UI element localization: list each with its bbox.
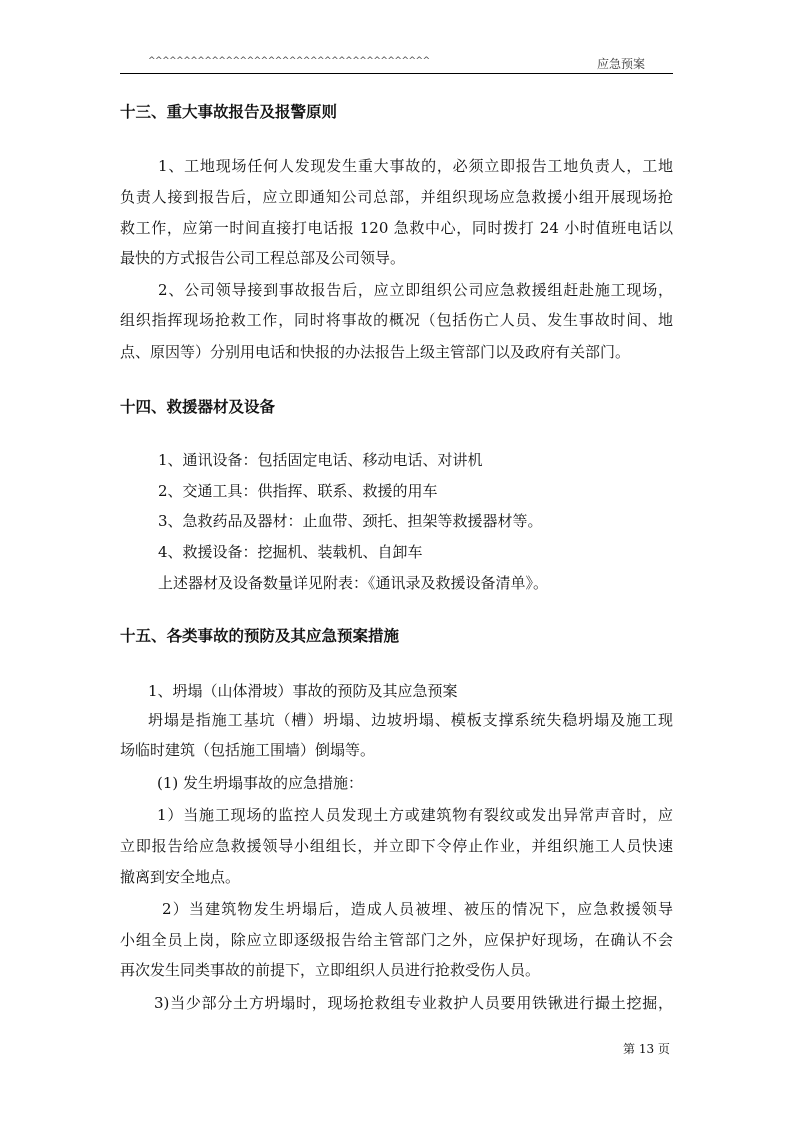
paragraph-line: 1、工地现场任何人发现发生重大事故的，必须立即报告工地负责人，工地 (158, 157, 673, 175)
paragraph-line: 再次发生同类事故的前提下，立即组织人员进行抢救受伤人员。 (120, 961, 541, 979)
paragraph-line: 1）当施工现场的监控人员发现土方或建筑物有裂纹或发出异常声音时，应 (157, 806, 673, 824)
paragraph-line: 坍塌是指施工基坑（槽）坍塌、边坡坍塌、模板支撑系统失稳坍塌及施工现 (148, 711, 673, 729)
subheading: (1) 发生坍塌事故的应急措施： (157, 774, 364, 792)
header-rule (120, 73, 673, 74)
header-decoration: ^^^^^^^^^^^^^^^^^^^^^^^^^^^^^^^^^^^^^^^^ (148, 56, 430, 66)
paragraph-line: 组织指挥现场抢救工作，同时将事故的概况（包括伤亡人员、发生事故时间、地 (120, 311, 673, 329)
page-number: 第 13 页 (623, 1042, 670, 1056)
list-item: 4、救援设备：挖掘机、装载机、自卸车 (158, 543, 423, 561)
list-item: 3、急救药品及器材：止血带、颈托、担架等救援器材等。 (158, 512, 543, 530)
paragraph-line: 3)当少部分土方坍塌时，现场抢救组专业救护人员要用铁锹进行撮土挖掘， (154, 994, 673, 1012)
paragraph-line: 小组全员上岗，除应立即逐级报告给主管部门之外，应保护好现场，在确认不会 (120, 931, 673, 949)
section-heading-14: 十四、救援器材及设备 (120, 397, 276, 416)
section-heading-15: 十五、各类事故的预防及其应急预案措施 (120, 626, 400, 645)
paragraph-line: 点、原因等）分别用电话和快报的办法报告上级主管部门以及政府有关部门。 (120, 343, 631, 361)
paragraph-line: 上述器材及设备数量详见附表：《通讯录及救援设备清单》。 (158, 574, 549, 592)
paragraph-line: 负责人接到报告后，应立即通知公司总部，并组织现场应急救援小组开展现场抢 (120, 188, 673, 206)
subheading: 1、坍塌（山体滑坡）事故的预防及其应急预案 (148, 682, 458, 700)
list-item: 1、通讯设备：包括固定电话、移动电话、对讲机 (158, 451, 483, 469)
section-heading-13: 十三、重大事故报告及报警原则 (120, 102, 338, 121)
paragraph-line: 最快的方式报告公司工程总部及公司领导。 (120, 249, 406, 267)
list-item: 2、交通工具：供指挥、联系、救援的用车 (158, 482, 438, 500)
paragraph-line: 立即报告给应急救援领导小组组长，并立即下令停止作业，并组织施工人员快速 (120, 837, 673, 855)
paragraph-line: 撤离到安全地点。 (120, 868, 241, 886)
paragraph-line: 场临时建筑（包括施工围墙）倒塌等。 (120, 741, 376, 759)
paragraph-line: 2）当建筑物发生坍塌后，造成人员被埋、被压的情况下，应急救援领导 (162, 900, 673, 918)
paragraph-line: 救工作，应第一时间直接打电话报 120 急救中心，同时拨打 24 小时值班电话以 (120, 219, 673, 237)
header-title: 应急预案 (597, 57, 646, 71)
paragraph-line: 2、公司领导接到事故报告后，应立即组织公司应急救援组赶赴施工现场， (158, 281, 673, 299)
